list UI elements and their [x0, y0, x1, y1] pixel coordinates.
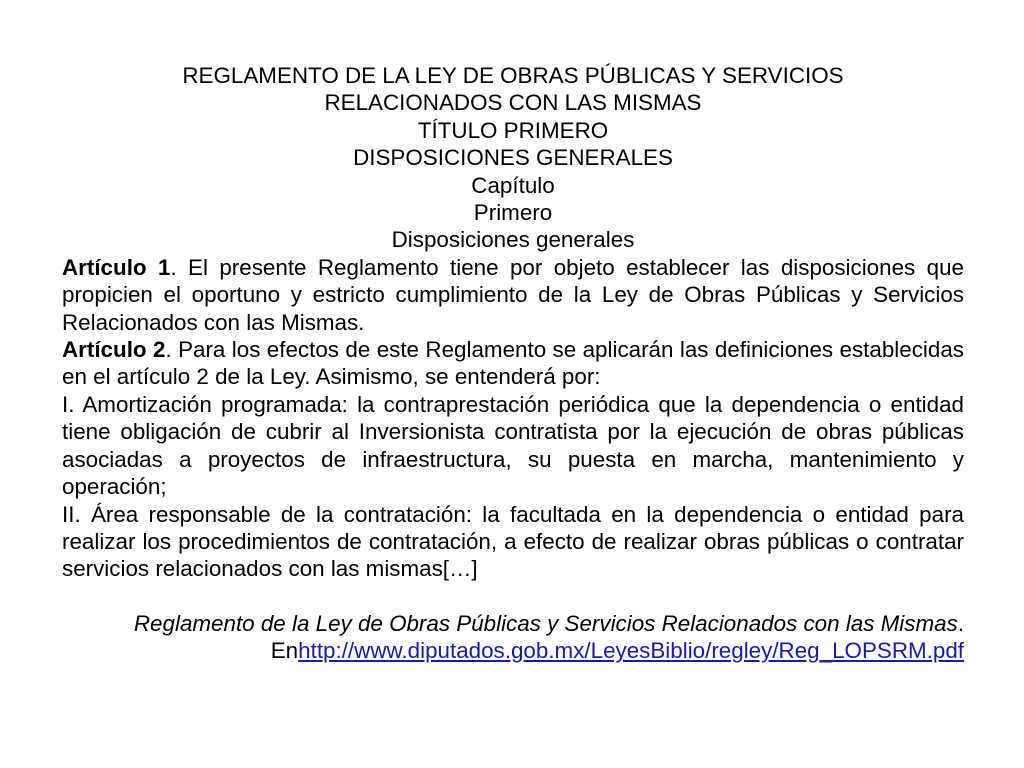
document-slide	[62, 62, 964, 687]
title-line-2: RELACIONADOS CON LAS MISMAS	[324, 90, 702, 116]
citation-prefix: En	[270, 638, 299, 664]
citation	[62, 610, 964, 665]
article-1-text: . El presente Reglamento tiene por objeto establecer las disposiciones que propicien el oportuno y estricto cumplimiento de la Ley de Obras Públicas y Servicios Relacionados con las Mismas.	[62, 254, 964, 335]
citation-link[interactable]: http://www.diputados.gob.mx/LeyesBiblio/regley/Reg_LOPSRM.pdf	[298, 638, 964, 664]
definition-2: II. Área responsable de la contratación: la facultada en la dependencia o entidad para realizar los procedimientos de contratación, a efecto de realizar obras públicas o contratar servicios relacionados con las mismas[…]	[62, 501, 964, 582]
article-2-label: Artículo 2	[62, 337, 166, 363]
article-2-text: . Para los efectos de este Reglamento se aplicarán las definiciones establecidas en el artículo 2 de la Ley. Asimismo, se entenderá por:	[62, 337, 965, 390]
definition-1: I. Amortización programada: la contraprestación periódica que la dependencia o entidad tiene obligación de cubrir al Inversionista contratista por la ejecución de obras públicas asociadas a proyectos de infraestructura, su puesta en marcha, mantenimiento y operación;	[62, 391, 964, 500]
chapter-title: Disposiciones generales	[391, 227, 635, 253]
article-1-label: Artículo 1	[62, 254, 171, 280]
citation-period: .	[957, 610, 964, 636]
citation-title: Reglamento de la Ley de Obras Públicas y Servicios Relacionados con las Mismas	[133, 610, 958, 636]
article-1	[62, 254, 964, 336]
chapter-number: Primero	[473, 200, 553, 226]
article-2	[62, 336, 964, 391]
title-line-1: REGLAMENTO DE LA LEY DE OBRAS PÚBLICAS Y SERVICIOS	[182, 63, 844, 88]
title-section-name: DISPOSICIONES GENERALES	[353, 145, 673, 171]
title-section: TÍTULO PRIMERO	[417, 117, 609, 143]
chapter-label: Capítulo	[471, 172, 555, 198]
